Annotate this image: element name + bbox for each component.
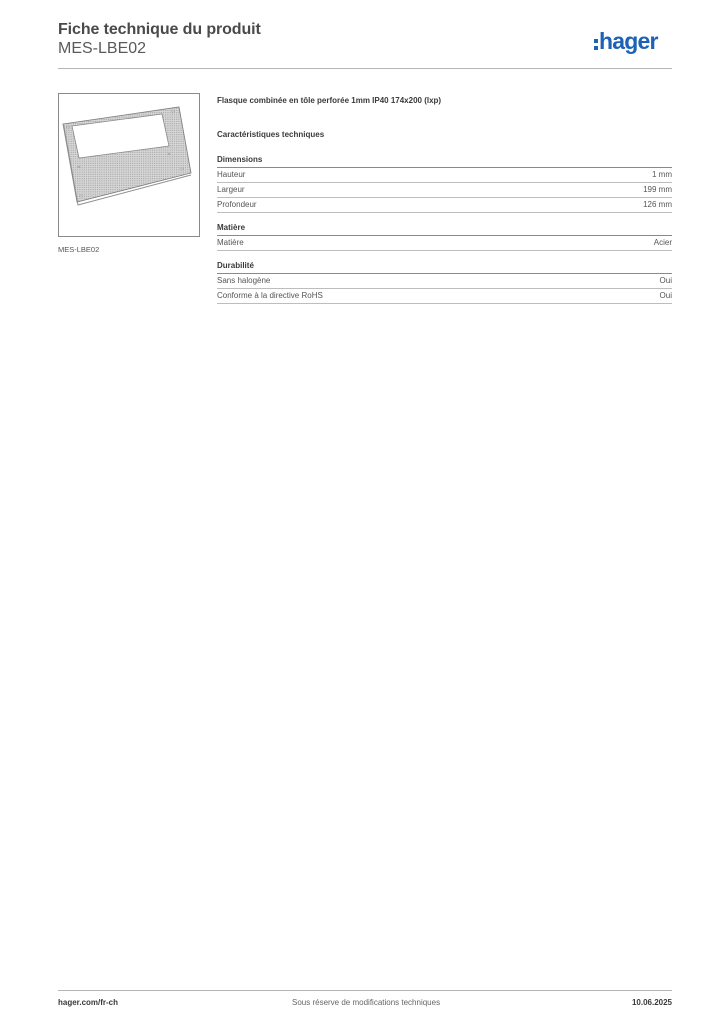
spec-row-largeur (217, 183, 672, 198)
page-title: Fiche technique du produit (58, 21, 261, 38)
spec-label: Sans halogène (217, 276, 271, 285)
spec-group-durabilite (217, 261, 672, 304)
spec-value: Oui (659, 276, 672, 285)
footer-notice: Sous réserve de modifications techniques (292, 998, 441, 1007)
spec-row-matiere (217, 236, 672, 251)
spec-row-sans-halogene (217, 274, 672, 289)
spec-value: Acier (653, 238, 672, 247)
spec-label: Largeur (217, 185, 245, 194)
spec-row-profondeur (217, 198, 672, 213)
spec-group-title: Durabilité (217, 261, 672, 274)
spec-label: Matière (217, 238, 244, 247)
specs-heading: Caractéristiques techniques (217, 130, 325, 139)
footer-date: 10.06.2025 (631, 998, 672, 1007)
spec-value: 1 mm (652, 170, 672, 179)
hager-logo (594, 26, 658, 56)
product-image (58, 93, 200, 237)
footer-divider (58, 990, 672, 991)
spec-group-dimensions (217, 155, 672, 213)
logo-colon-mark (594, 39, 598, 50)
spec-value: Oui (659, 291, 672, 300)
page-subtitle: MES-LBE02 (58, 40, 147, 57)
spec-value: 199 mm (643, 185, 672, 194)
spec-row-hauteur (217, 168, 672, 183)
spec-label: Hauteur (217, 170, 246, 179)
spec-group-title: Dimensions (217, 155, 672, 168)
logo-text: hager (599, 27, 658, 54)
spec-row-rohs (217, 289, 672, 304)
spec-group-title: Matière (217, 223, 672, 236)
spec-value: 126 mm (643, 200, 672, 209)
perforated-plate-image (59, 94, 199, 236)
spec-content (217, 96, 672, 314)
product-description: Flasque combinée en tôle perforée 1mm IP40 174x200 (lxp) (217, 96, 442, 105)
footer-website-link[interactable]: hager.com/fr-ch (58, 998, 119, 1007)
spec-label: Profondeur (217, 200, 257, 209)
spec-label: Conforme à la directive RoHS (217, 291, 323, 300)
image-caption: MES-LBE02 (58, 245, 100, 254)
header-divider (58, 68, 672, 69)
spec-group-matiere (217, 223, 672, 251)
